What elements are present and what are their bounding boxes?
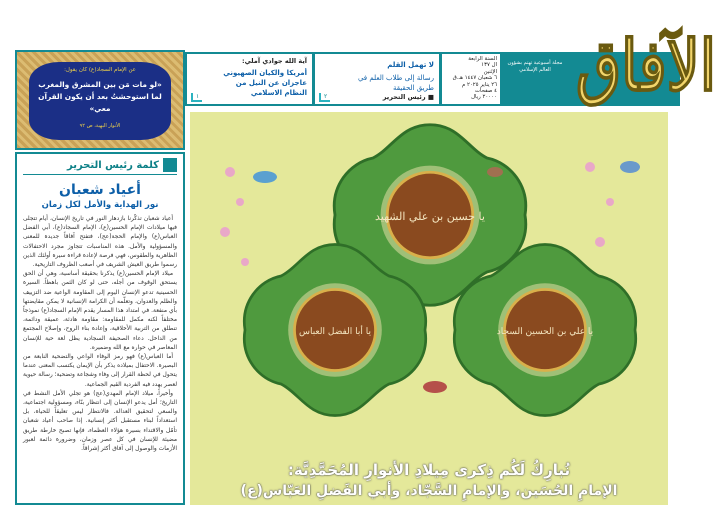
medallion-inscription: يا أبا الفضل العباس — [298, 327, 372, 337]
headline-byline: رئيس التحرير — [382, 93, 426, 101]
issue-price: ٢٠٠٠٠ ريال — [471, 94, 497, 101]
issue-pages: ٤ صفحات — [474, 88, 497, 95]
caption-line-2: الإمامِ الحُسَين، والإمامِ السَّجّاد، وأبي الفَضلِ العَبّاس(ع) — [240, 483, 618, 499]
headline-box-2[interactable] — [185, 52, 314, 106]
editorial-subtitle: نور الهداية والأمل لكل زمان — [41, 200, 159, 210]
editorial-header — [23, 158, 177, 175]
page-number: ٢ — [319, 93, 330, 102]
issue-info — [440, 52, 500, 106]
headline-kicker: لا تهمل القلم — [387, 61, 434, 69]
feature-image — [190, 112, 668, 505]
headline-kicker: آية الله جوادي آملي: — [241, 57, 307, 65]
headline-box-1[interactable]: لا تهمل القلم رسالة إلى طلاب العلم في طريق الحقيقة ■ رئيس التحرير ٢ — [313, 52, 441, 106]
quote-source: الأنوار البهية، ص ٩٢ — [79, 123, 121, 129]
editorial-paragraph: وأخيراً، ميلاد الإمام المهدي(عج) هو تجلي الأمل النشط في التاريخ؛ أمل يدعو الإنسان إلى انتظار بنّاء، ومسؤولية اجتماعية، والسعي لتحقيق العدالة. فالانتظار ليس تعليقاً للحياة، بل استعداداً لبناء مستقبل أكثر إنسانية. إذا صاحب أعياد شعبان تأمّل والاقتداء بسيرة هؤلاء العظماء، فإنها تصبح خارطة طريق مضيئة للإنسان في كل عصر وزمان، وضرورة دائمة لعبور الأزمات والوصول إلى آفاق أكثر إشراقاً. — [23, 390, 177, 453]
section-icon — [163, 158, 177, 172]
editorial-column — [15, 152, 185, 505]
issue-date-hijri: ٦ شعبان ١٤٤٧ هـ.ق — [452, 75, 497, 82]
svg-text:الآفاق: الآفاق — [576, 24, 716, 107]
medallion-inscription: يا حسين بن علي الشهيد — [375, 210, 485, 223]
quote-attribution: عن الإمام السجاد(ع) كان يقول: — [64, 67, 136, 73]
flower-branch-right — [585, 162, 614, 247]
issue-day: الإثنين — [483, 68, 497, 75]
medallion-inscription: يا علي بن الحسين السجاد — [496, 327, 594, 337]
masthead-tagline: مجلة أسبوعية تهتم بشؤون العالم الإسلامي — [507, 60, 563, 73]
editorial-paragraph: ميلاد الإمام الحسين(ع) يذكرنا بحقيقة أساسية، وهي أن الحق يستحق الوقوف من أجله، حتى لو كان الثمن باهظاً. السيرة الحسينية تدعو الإنسان اليوم إلى المقاومة الواعية ضد التزييف والظلم والعدوان، وتعلّمه أن الكرامة الإنسانية لا يمكن مقايضتها بأي منفعة. في امتداد هذا المسار يقدم الإمام السجاد(ع) نموذجاً مختلفاً لكنه مكمل للمقاومة: مقاومة هادئة، عميقة ودائمة، تنطلق من التربية الأخلاقية، وإعادة بناء الروح، وإصلاح المجتمع من الداخل. دعاء الصحيفة السجادية يظل لغة حية للإنسان المعاصر في حواره مع الله وضميره. — [23, 271, 177, 351]
caption-line-1: نُبارِكُ لَكُم ذِكرى مِيلادِ الأنوارِ المُحَمَّدِيَّة: — [287, 461, 571, 479]
quote-box — [15, 50, 185, 150]
editorial-paragraph: أعياد شعبان تذكّرنا بازدهار النور في تاريخ الإنسان، أيام تتجلى فيها ميلادات الإمام الحسين(ع)، الإمام السجاد(ع)، أبي الفضل العباس(ع) والإمام الحجة(عج)، فتفتح آفاقاً جديدة للمعنى والمسؤولية والأمل. هذه المناسبات تتجاوز مجرد الاحتفالات الظاهرية والطقوس، فهي فرصة لإعادة قراءة سيرة أولئك الذين رسموا طريق العيش الشريف في أصعب الظروف التاريخية. — [23, 216, 177, 269]
quote-panel — [29, 62, 171, 140]
page-number: ١ — [191, 93, 202, 102]
section-label: كلمة رئيس التحرير — [66, 159, 159, 171]
medallions-artwork — [190, 112, 668, 505]
feature-caption — [190, 461, 668, 499]
issue-number: ال ١٣٧ — [481, 62, 497, 69]
flower-branch-left — [220, 167, 249, 266]
issue-year: السنة الرابعة — [468, 56, 497, 62]
editorial-title: أعياد شعبان — [59, 182, 141, 198]
editorial-paragraph: أما العباس(ع) فهو رمز الوفاء الواعي والتضحية النابعة من البصيرة. الاحتفال بميلاده يذكر بأن الإيمان يكتسب المعنى عندما يتحول في لحظة القرار إلى وفاء وشجاعة وتضحية؛ رسالة حيوية لعصر يهدد فيه الفردية القيم الجماعية. — [23, 354, 177, 388]
masthead-logo[interactable] — [572, 0, 720, 110]
headline-title[interactable]: رسالة إلى طلاب العلم في طريق الحقيقة — [357, 74, 434, 92]
issue-date-gregorian: ٢٦ يناير ٢٠٢٥ م — [461, 81, 497, 88]
headline-title[interactable]: أمريكا والكيان الصهيوني عاجزان عن النيل من النظام الاسلامي — [223, 69, 307, 97]
quote-text: «لو مات مَن بين المشرق والمغرب لما استوحشتُ بعد أن يكون القرآن معي» — [38, 80, 162, 113]
